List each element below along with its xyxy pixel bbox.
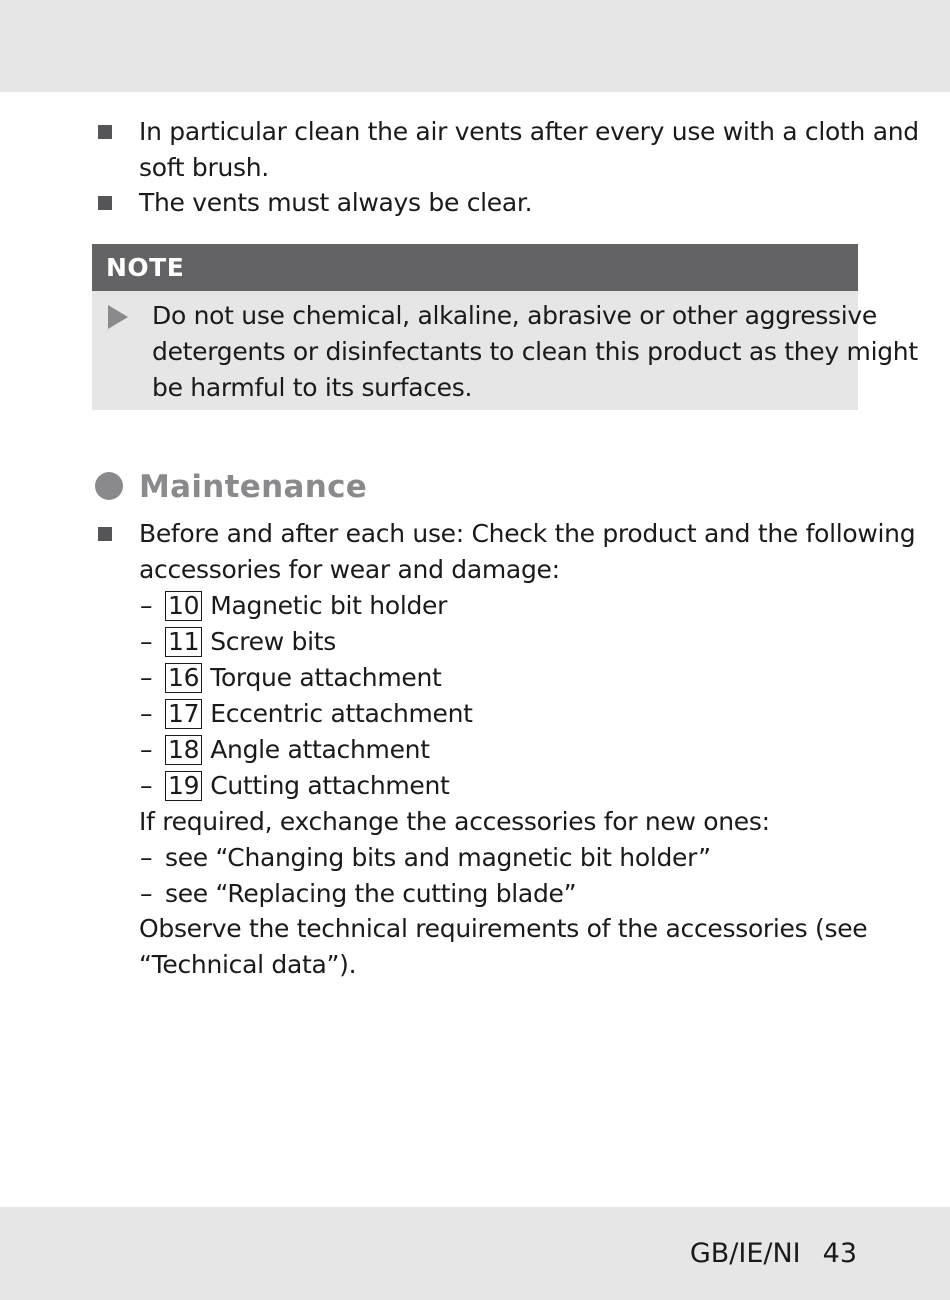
accessory-label: Magnetic bit holder xyxy=(210,591,448,620)
dash-symbol: – xyxy=(140,771,153,800)
paragraph-text: If required, exchange the accessories for new ones: xyxy=(139,807,770,836)
accessory-label: Eccentric attachment xyxy=(210,699,473,728)
dash-symbol: – xyxy=(140,627,153,656)
section-heading: Maintenance xyxy=(139,469,368,505)
bullet-text: soft brush. xyxy=(139,153,269,182)
accessory-item xyxy=(165,768,450,804)
part-number-box: 19 xyxy=(165,771,202,801)
bullet-text: The vents must always be clear. xyxy=(139,188,533,217)
bullet-text: Before and after each use: Check the product and the following xyxy=(139,519,916,548)
part-number-box: 17 xyxy=(165,699,202,729)
accessory-label: Angle attachment xyxy=(210,735,430,764)
accessory-item xyxy=(165,696,473,732)
accessory-label: Cutting attachment xyxy=(210,771,450,800)
note-header xyxy=(92,244,858,291)
dash-symbol: – xyxy=(140,879,153,908)
accessory-item xyxy=(165,624,336,660)
paragraph-text: “Technical data”). xyxy=(139,950,357,979)
dash-symbol: – xyxy=(140,663,153,692)
bullet-text: In particular clean the air vents after every use with a cloth and xyxy=(139,117,919,146)
part-number-box: 16 xyxy=(165,663,202,693)
region-code: GB/IE/NI xyxy=(689,1238,801,1269)
page-number: 43 xyxy=(822,1238,857,1269)
square-bullet-icon xyxy=(98,125,112,139)
section-circle-icon xyxy=(95,472,123,500)
dash-symbol: – xyxy=(140,735,153,764)
header-band xyxy=(0,0,950,92)
part-number-box: 11 xyxy=(165,627,202,657)
square-bullet-icon xyxy=(98,527,112,541)
accessory-item xyxy=(165,660,442,696)
dash-symbol: – xyxy=(140,843,153,872)
part-number-box: 18 xyxy=(165,735,202,765)
accessory-item xyxy=(165,588,447,624)
page-footer xyxy=(690,1236,857,1272)
note-text: detergents or disinfectants to clean this product as they might xyxy=(152,337,918,366)
note-text: be harmful to its surfaces. xyxy=(152,373,473,402)
see-reference: see “Replacing the cutting blade” xyxy=(165,879,577,908)
triangle-arrow-icon xyxy=(108,305,128,329)
dash-symbol: – xyxy=(140,699,153,728)
square-bullet-icon xyxy=(98,196,112,210)
bullet-text: accessories for wear and damage: xyxy=(139,555,560,584)
note-title: NOTE xyxy=(106,253,185,282)
see-reference: see “Changing bits and magnetic bit holder” xyxy=(165,843,711,872)
accessory-label: Torque attachment xyxy=(210,663,442,692)
note-box xyxy=(92,244,918,410)
dash-symbol: – xyxy=(140,591,153,620)
part-number-box: 10 xyxy=(165,591,202,621)
accessory-label: Screw bits xyxy=(210,627,336,656)
accessory-item xyxy=(165,732,430,768)
note-text: Do not use chemical, alkaline, abrasive or other aggressive xyxy=(152,301,877,330)
paragraph-text: Observe the technical requirements of the accessories (see xyxy=(139,914,868,943)
